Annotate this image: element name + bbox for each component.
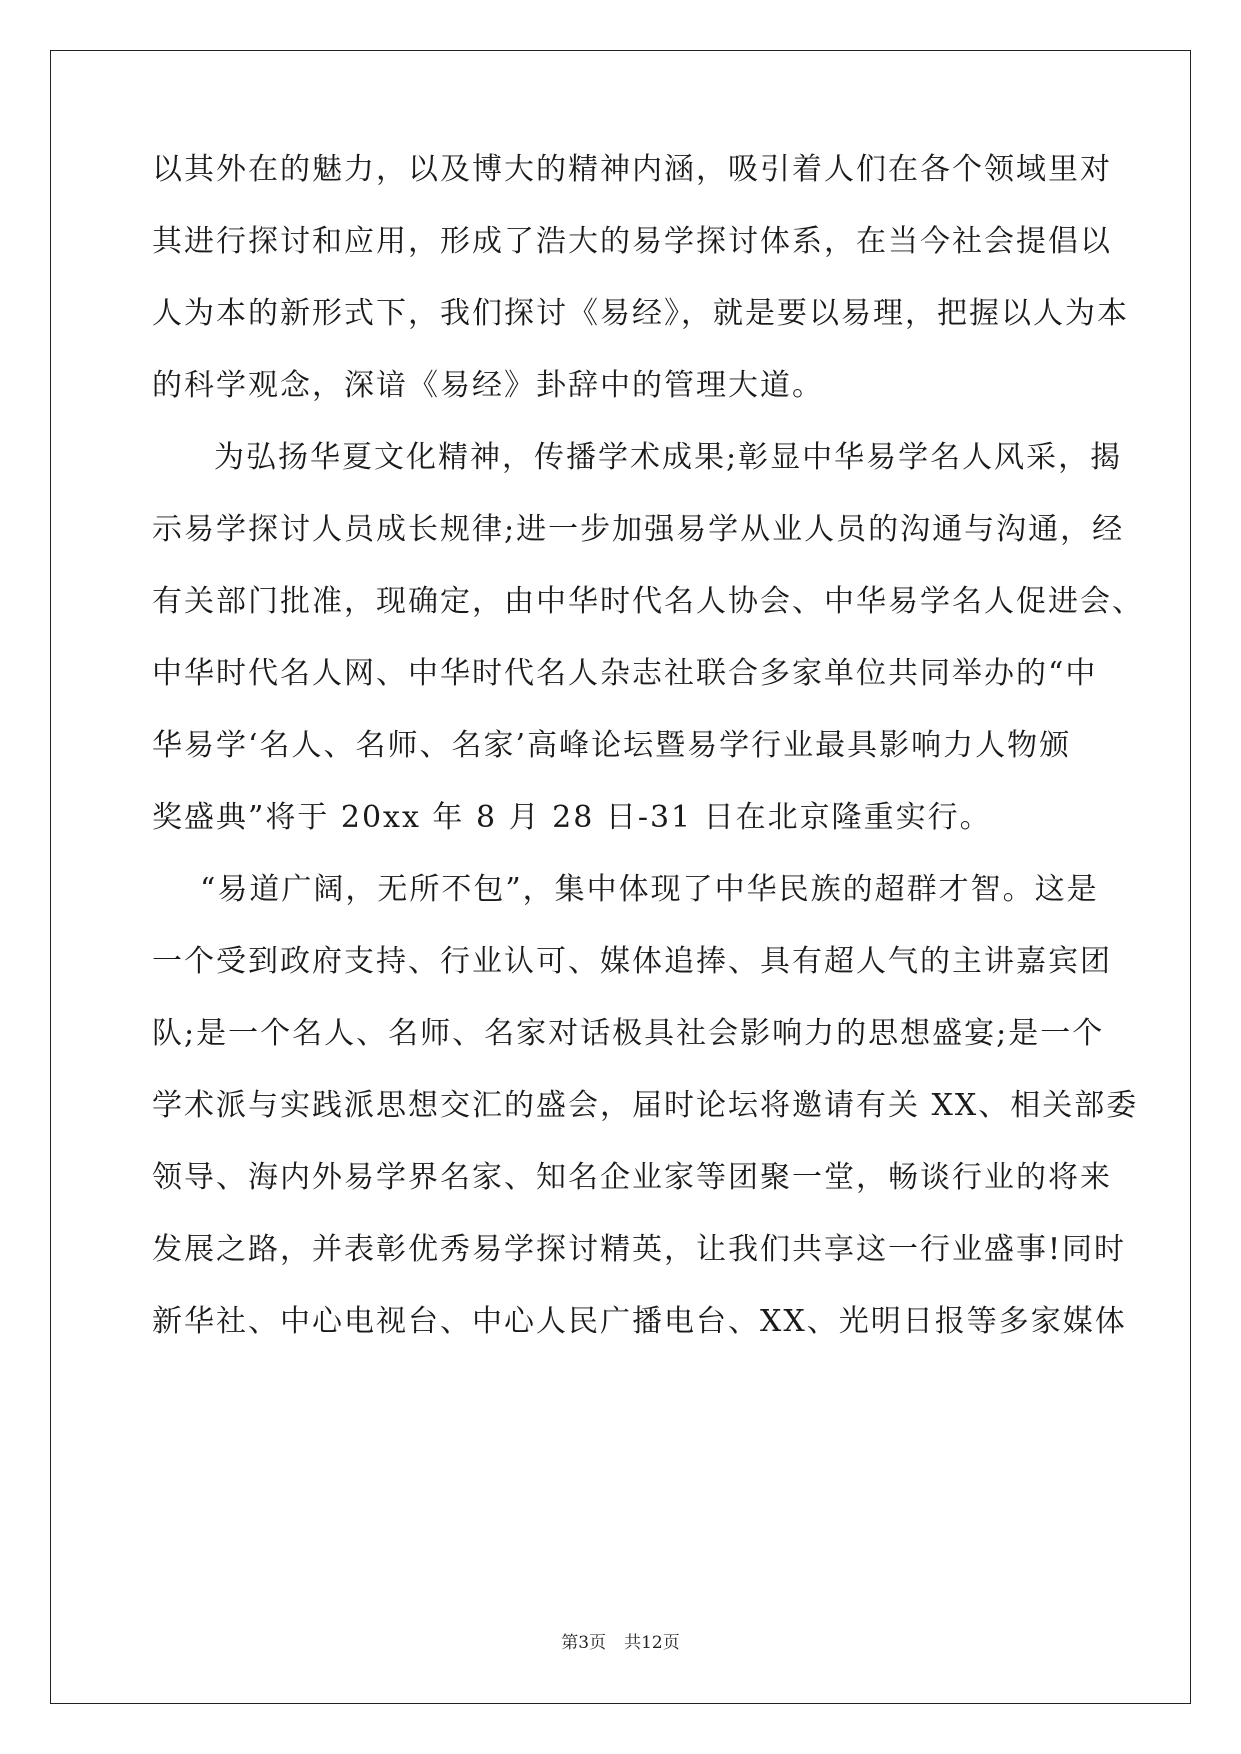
- body-line-2: 其进行探讨和应用，形成了浩大的易学探讨体系，在当今社会提倡以: [152, 224, 1112, 259]
- paragraph-3-first-line: “易道广阔，无所不包”，集中体现了中华民族的超群才智。这是: [200, 872, 1099, 907]
- page-footer: [0, 1628, 1241, 1653]
- body-line-16: 发展之路，并表彰优秀易学探讨精英，让我们共享这一行业盛事!同时: [152, 1232, 1127, 1267]
- body-line-12: 一个受到政府支持、行业认可、媒体追捧、具有超人气的主讲嘉宾团: [152, 944, 1112, 979]
- body-line-7: 有关部门批准，现确定，由中华时代名人协会、中华易学名人促进会、: [152, 584, 1144, 619]
- body-line-15: 领导、海内外易学界名家、知名企业家等团聚一堂，畅谈行业的将来: [152, 1160, 1112, 1195]
- body-line-14: 学术派与实践派思想交汇的盛会，届时论坛将邀请有关 XX、相关部委: [152, 1088, 1139, 1123]
- body-line-1: 以其外在的魅力，以及博大的精神内涵，吸引着人们在各个领域里对: [152, 152, 1112, 187]
- page-number: 第3页: [561, 1633, 607, 1653]
- body-line-4: 的科学观念，深谙《易经》卦辞中的管理大道。: [152, 368, 824, 403]
- page-total: 共12页: [624, 1633, 680, 1653]
- body-line-10: 奖盛典”将于 20xx 年 8 月 28 日-31 日在北京隆重实行。: [152, 800, 992, 835]
- body-line-13: 队;是一个名人、名师、名家对话极具社会影响力的思想盛宴;是一个: [152, 1016, 1105, 1051]
- body-line-9: 华易学‘名人、名师、名家’高峰论坛暨易学行业最具影响力人物颁: [152, 728, 1072, 763]
- body-line-6: 示易学探讨人员成长规律;进一步加强易学从业人员的沟通与沟通，经: [152, 512, 1125, 547]
- paragraph-2-first-line: 为弘扬华夏文化精神，传播学术成果;彰显中华易学名人风采，揭: [214, 440, 1123, 475]
- body-line-17: 新华社、中心电视台、中心人民广播电台、XX、光明日报等多家媒体: [152, 1304, 1127, 1339]
- body-line-3: 人为本的新形式下，我们探讨《易经》，就是要以易理，把握以人为本: [152, 296, 1129, 331]
- body-line-8: 中华时代名人网、中华时代名人杂志社联合多家单位共同举办的“中: [152, 656, 1098, 691]
